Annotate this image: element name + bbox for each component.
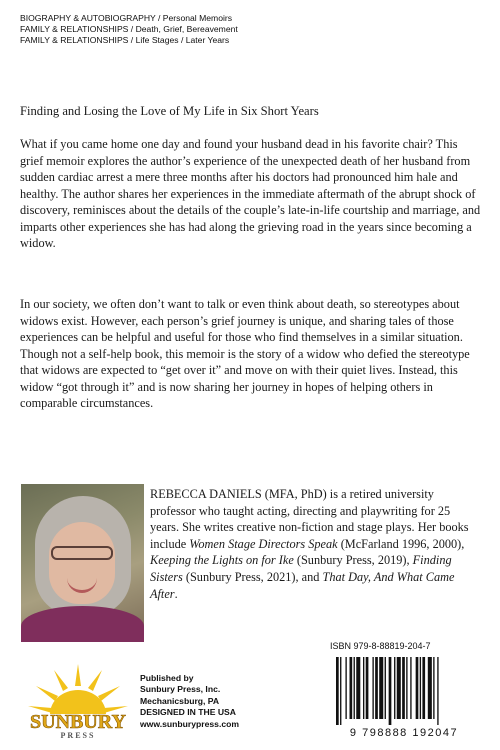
barcode-bar <box>433 657 434 719</box>
book-title: Women Stage Directors Speak <box>189 536 338 551</box>
description-paragraph-2: In our society, we often don’t want to talk or even think about death, so stereotypes about widows exist. However, each person’s grief journey is unique, and sharing tales of those experiences can be helpful and useful for those who find themselves in a similar situation. Though not a self-help book, this memoir is the story of a widow who defied the stereotype that widows are expected to “get over it” and move on with their quiet lives. Instead, this widow “got through it” and is now sharing her journey in hopes of helping others in comparable circumstances. <box>20 297 470 410</box>
publisher-line: Sunbury Press, Inc. <box>140 684 221 695</box>
author-bio <box>150 486 480 602</box>
bio-text: REBECCA DANIELS (MFA, PhD) is a retired university professor who taught acting, directing and playwriting for 25 years. She writes creative non-fiction and stage plays. Her books include <box>150 487 469 551</box>
barcode-bar <box>340 657 341 725</box>
author-photo <box>21 484 144 642</box>
barcode-bar <box>372 657 373 719</box>
publisher-line: Mechanicsburg, PA <box>140 695 220 706</box>
book-title: Finding Sisters <box>150 553 452 584</box>
barcode-bar <box>410 657 411 719</box>
barcode-bar <box>428 657 432 719</box>
publisher-logo-sub: PRESS <box>60 731 96 740</box>
barcode-bar <box>394 657 395 719</box>
barcode-bar <box>437 657 438 725</box>
barcode-bar <box>345 657 346 719</box>
barcode-bar <box>336 657 339 725</box>
description-paragraph-1: What if you came home one day and found your husband dead in his favorite chair? This grief memoir explores the author’s experience of the unexpected death of her husband from sudden cardiac arrest a mere three months after his doctors had pronounced him hale and healthy. The author shares her experiences in the immediate aftermath of the abrupt shock of discovery, reminisces about the details of the couple’s late-in-life courtship and marriage, and imparts other experiences she has had along the grieving road in the years since becoming a widow. <box>20 137 481 250</box>
barcode-number: 9 798888 192047 <box>349 727 459 739</box>
bio-text: . <box>174 586 178 601</box>
publisher-line: Published by <box>140 673 194 683</box>
book-title: Keeping the Lights on for Ike <box>150 553 294 568</box>
barcode-bars <box>328 657 480 725</box>
bio-text: (McFarland 1996, 2000), <box>337 536 465 551</box>
barcode-bar <box>363 657 364 719</box>
barcode-bar <box>375 657 378 719</box>
barcode-bar <box>356 657 360 719</box>
barcode-bar <box>406 657 407 719</box>
bio-text: (Sunbury Press, 2021), and <box>182 569 323 584</box>
publisher-line: www.sunburypress.com <box>140 718 240 729</box>
subject-categories <box>20 13 480 46</box>
barcode <box>328 657 480 743</box>
barcode-bar <box>397 657 401 719</box>
barcode-bar <box>422 657 425 719</box>
barcode-bar <box>379 657 383 719</box>
tagline: Finding and Losing the Love of My Life in Six Short Years <box>20 104 319 118</box>
barcode-bar <box>402 657 405 719</box>
publisher-line: DESIGNED IN THE USA <box>140 707 236 718</box>
barcode-bar <box>354 657 355 719</box>
isbn-label: ISBN 979-8-88819-204-7 <box>330 641 431 651</box>
barcode-bar <box>366 657 369 719</box>
category-line: BIOGRAPHY & AUTOBIOGRAPHY / Personal Memoirs <box>20 13 233 23</box>
book-title: That Day, And What Came After <box>150 569 455 601</box>
barcode-bar <box>416 657 419 719</box>
barcode-bar <box>389 657 392 725</box>
barcode-bar <box>385 657 386 719</box>
category-line: FAMILY & RELATIONSHIPS / Life Stages / Later Years <box>20 35 230 45</box>
barcode-bar <box>350 657 353 719</box>
publisher-logo-text: SUNBURY <box>30 711 126 733</box>
bio-text: (Sunbury Press, 2019), <box>293 553 413 568</box>
publisher-info <box>140 673 239 730</box>
category-line: FAMILY & RELATIONSHIPS / Death, Grief, Bereavement <box>20 24 238 34</box>
publisher-logo <box>24 656 132 740</box>
barcode-bar <box>420 657 421 719</box>
